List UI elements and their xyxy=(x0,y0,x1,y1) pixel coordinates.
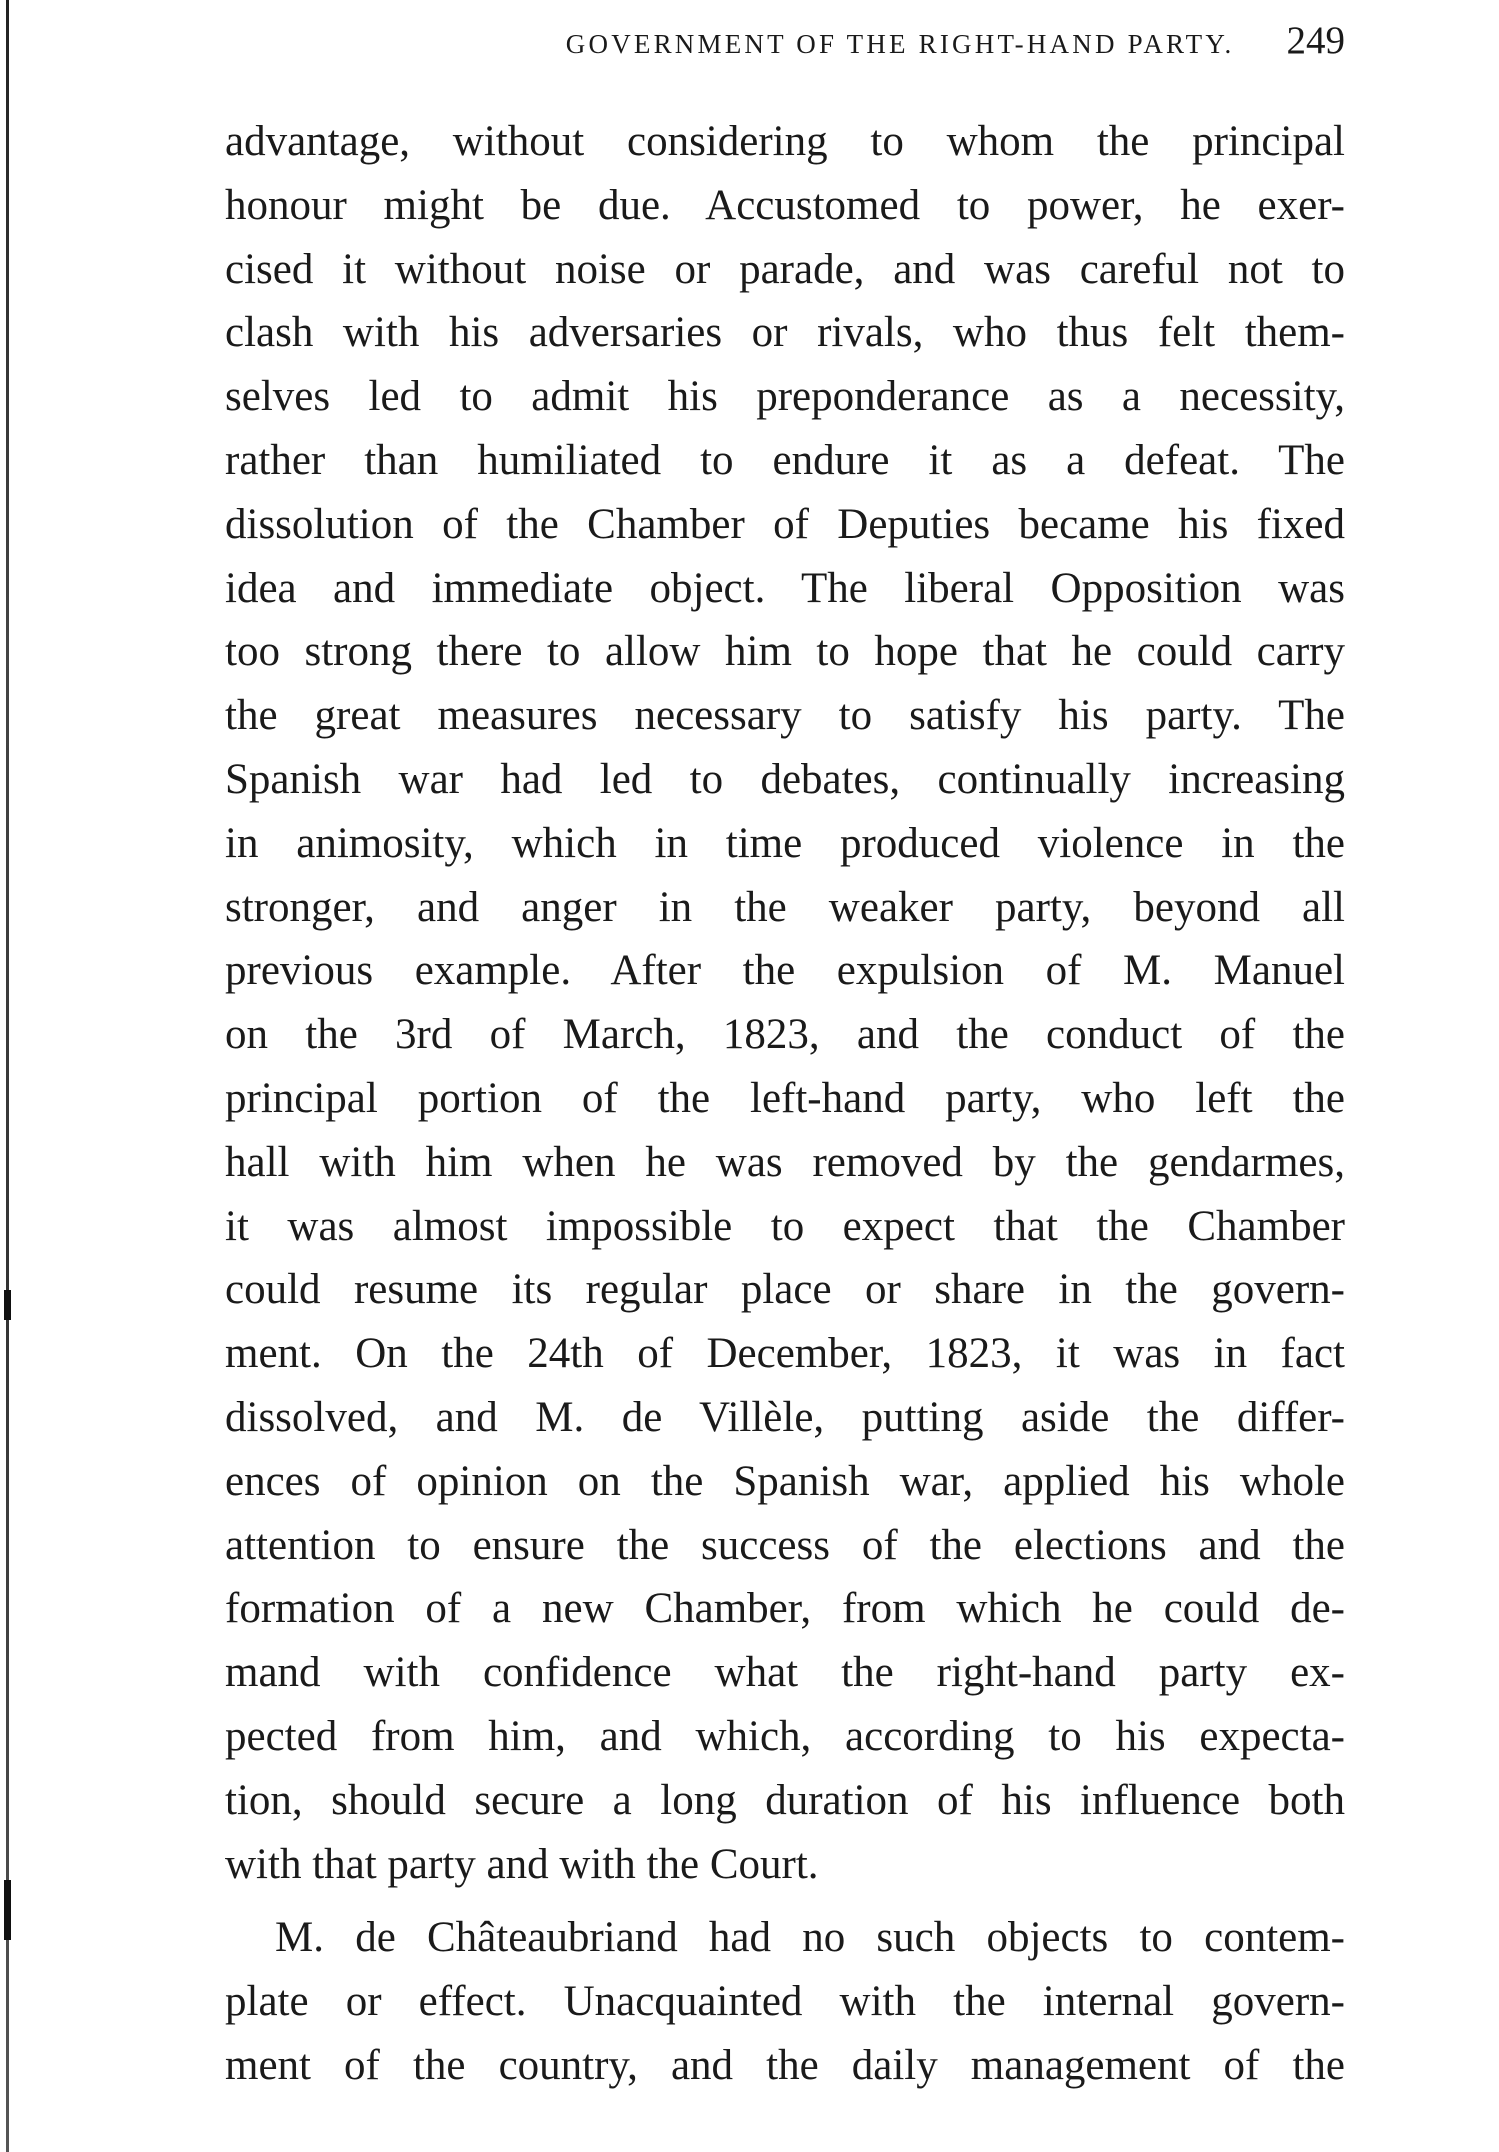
binding-mark xyxy=(4,1880,11,1940)
text-line: cised it without noise or parade, and was careful not to xyxy=(225,245,1345,293)
text-line: formation of a new Chamber, from which he could de- xyxy=(225,1585,1345,1633)
text-line: principal portion of the left-hand party, who left the xyxy=(225,1074,1345,1122)
binding-edge xyxy=(6,0,9,2152)
body-text xyxy=(225,110,1345,2098)
text-line: ment. On the 24th of December, 1823, it was in fact xyxy=(225,1330,1345,1378)
text-line: could resume its regular place or share in the govern- xyxy=(225,1266,1345,1314)
text-line: on the 3rd of March, 1823, and the conduct of the xyxy=(225,1011,1345,1059)
text-line: previous example. After the expulsion of M. Manuel xyxy=(225,947,1345,995)
text-line: selves led to admit his preponderance as a necessity, xyxy=(225,373,1345,421)
text-line: stronger, and anger in the weaker party, beyond all xyxy=(225,883,1345,931)
text-line: attention to ensure the success of the elections and the xyxy=(225,1521,1345,1569)
text-line: idea and immediate object. The liberal Opposition was xyxy=(225,564,1345,612)
text-line: tion, should secure a long duration of his influence both xyxy=(225,1776,1345,1824)
paragraph-gap xyxy=(225,1896,1345,1906)
text-line: the great measures necessary to satisfy his party. The xyxy=(225,692,1345,740)
text-line: ences of opinion on the Spanish war, applied his whole xyxy=(225,1457,1345,1505)
text-line: in animosity, which in time produced violence in the xyxy=(225,819,1345,867)
text-line: advantage, without considering to whom the principal xyxy=(225,118,1345,165)
text-line: dissolved, and M. de Villèle, putting aside the differ- xyxy=(225,1393,1345,1441)
text-line: clash with his adversaries or rivals, who thus felt them- xyxy=(225,309,1345,357)
text-line: plate or effect. Unacquainted with the internal govern- xyxy=(225,1978,1345,2026)
binding-mark xyxy=(4,1290,11,1320)
text-line: too strong there to allow him to hope that he could carry xyxy=(225,628,1345,676)
text-line: mand with confidence what the right-hand party ex- xyxy=(225,1649,1345,1697)
text-line: hall with him when he was removed by the gendarmes, xyxy=(225,1138,1345,1186)
text-line: M. de Châteaubriand had no such objects to contem- xyxy=(275,1914,1345,1962)
running-title: GOVERNMENT OF THE RIGHT-HAND PARTY. xyxy=(565,29,1235,59)
page-number: 249 xyxy=(1286,19,1345,62)
running-head xyxy=(225,18,1345,66)
text-line: Spanish war had led to debates, continually increasing xyxy=(225,755,1345,803)
text-line: honour might be due. Accustomed to power, he exer- xyxy=(225,181,1345,229)
text-line: pected from him, and which, according to his expecta- xyxy=(225,1712,1345,1760)
paragraph xyxy=(225,110,1345,1896)
text-line: it was almost impossible to expect that the Chamber xyxy=(225,1202,1345,1250)
text-line: ment of the country, and the daily management of the xyxy=(225,2041,1345,2089)
text-line: with that party and with the Court. xyxy=(225,1840,819,1888)
text-line: dissolution of the Chamber of Deputies became his fixed xyxy=(225,500,1345,548)
text-line: rather than humiliated to endure it as a defeat. The xyxy=(225,436,1345,484)
paragraph xyxy=(225,1906,1345,2097)
